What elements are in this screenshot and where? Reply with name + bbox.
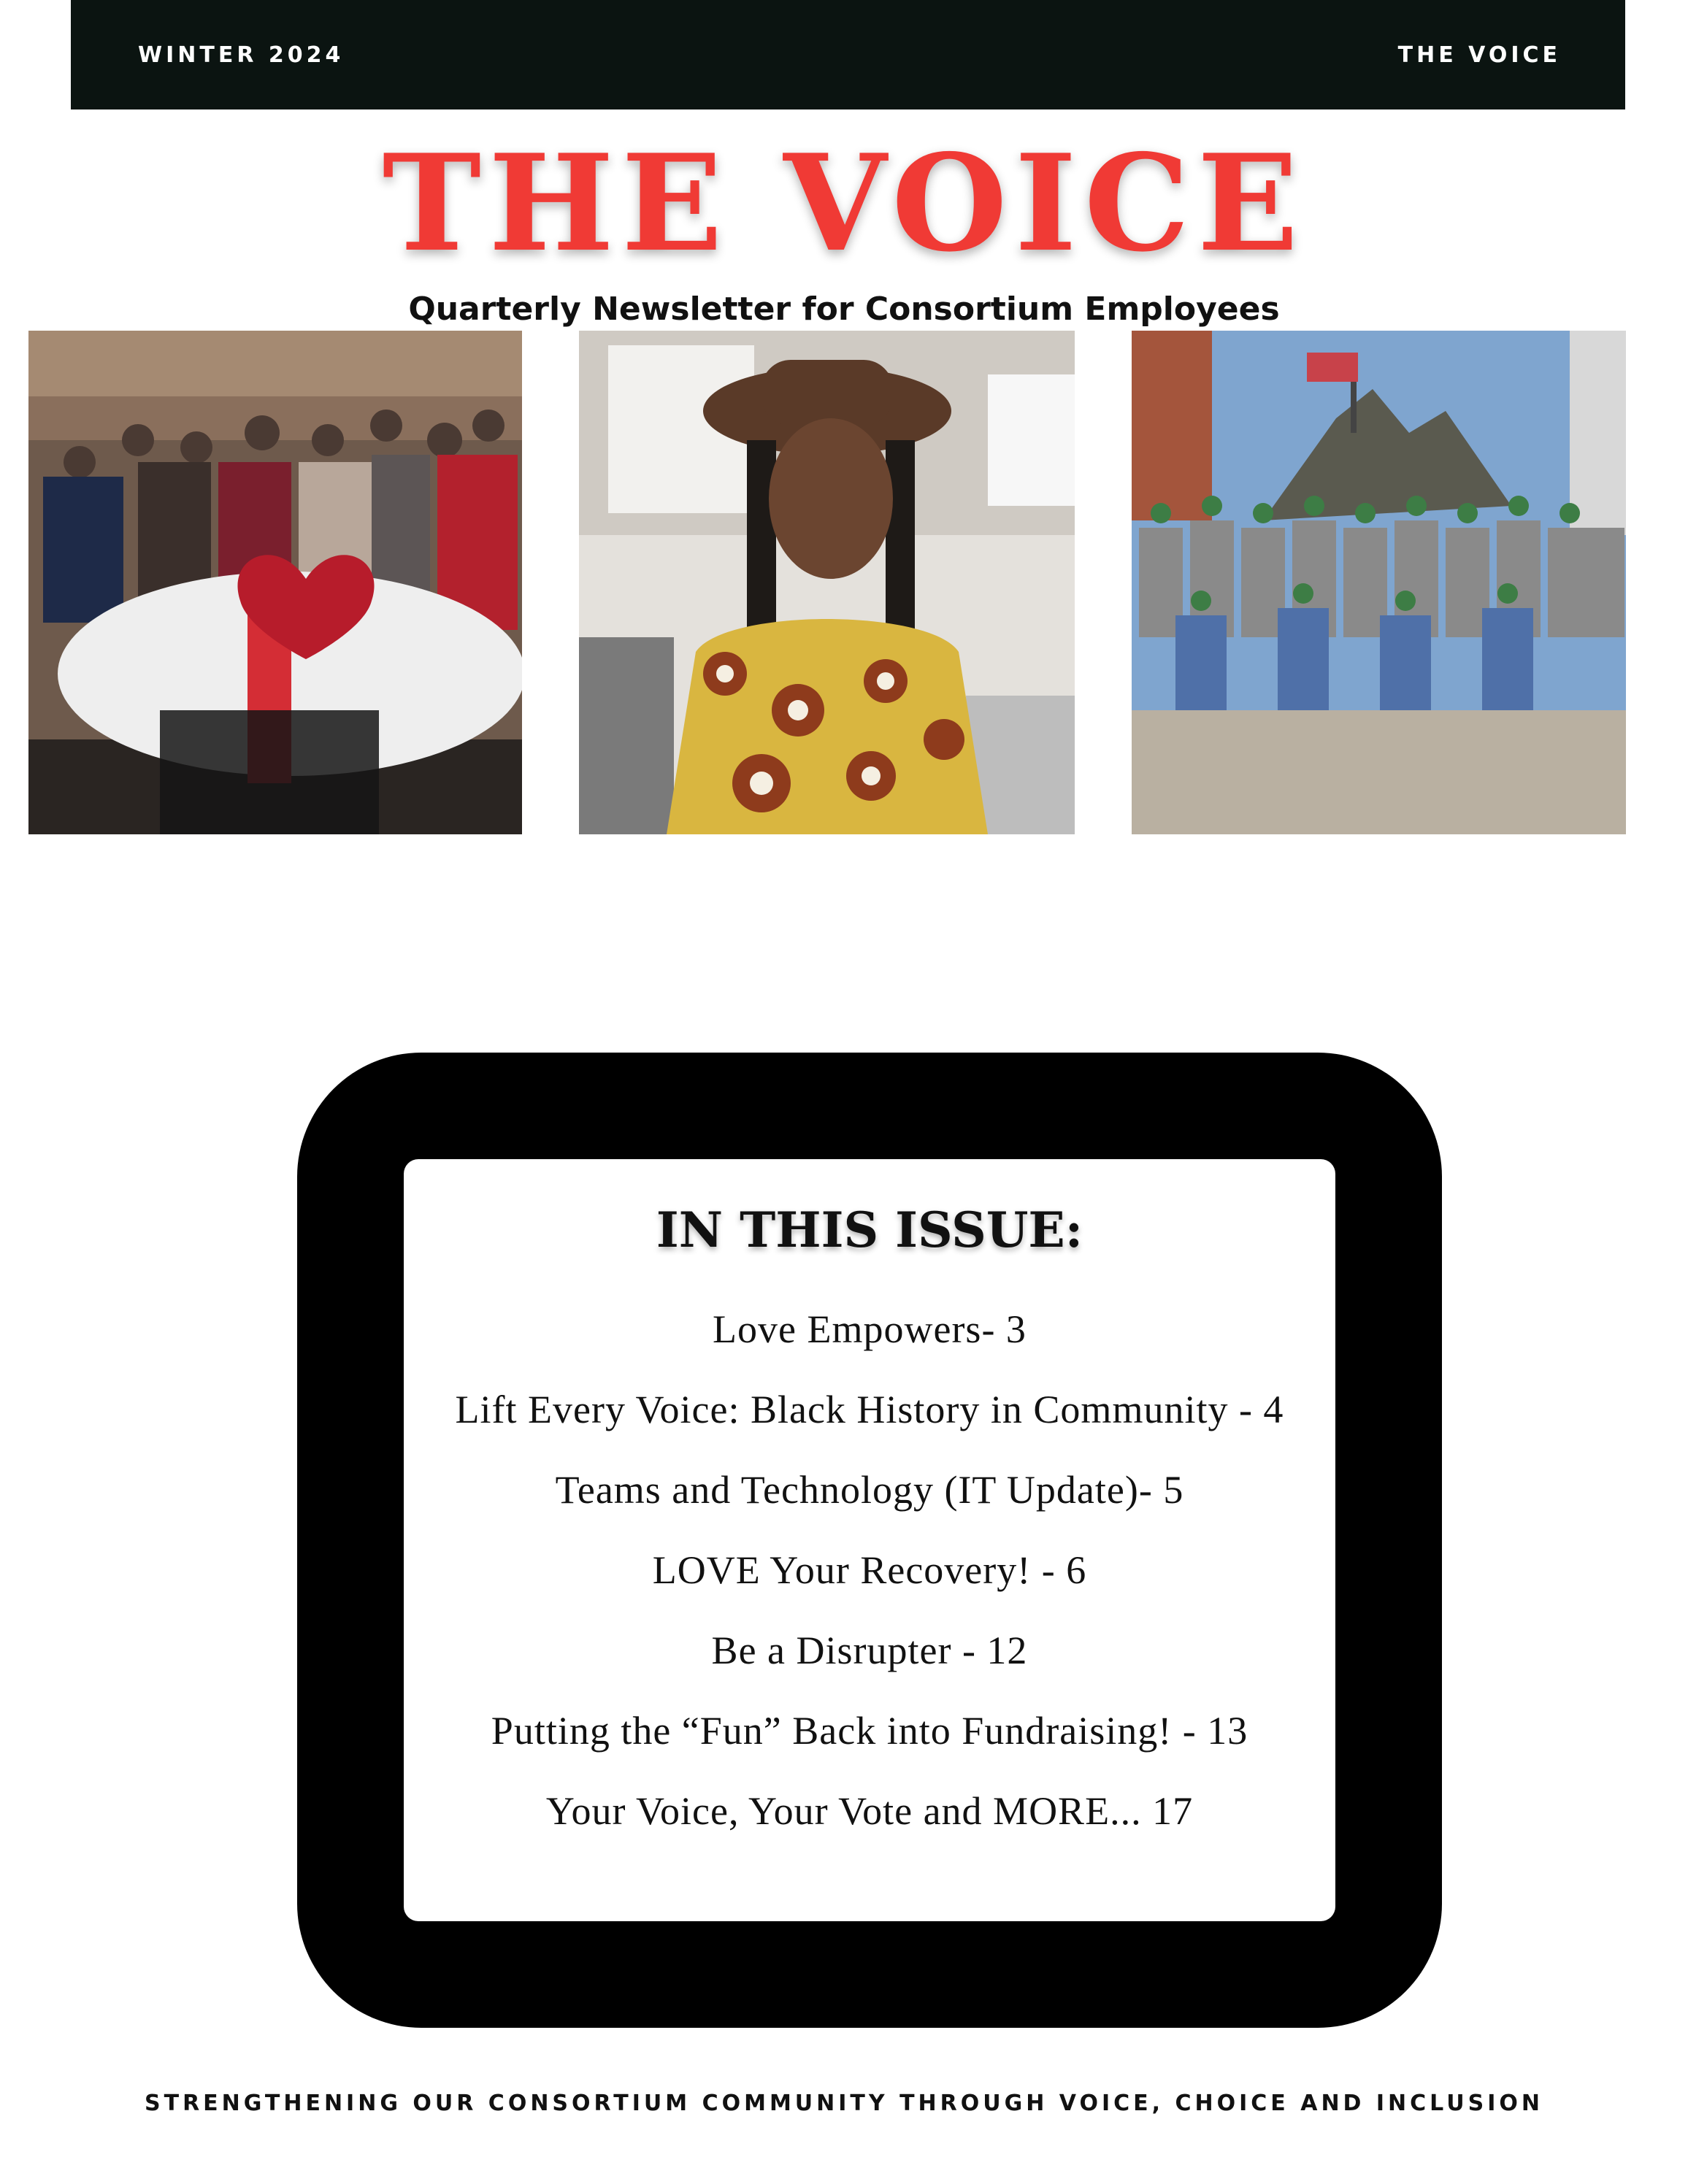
toc-item: Be a Disrupter - 12 — [711, 1629, 1028, 1672]
toc-item: Putting the “Fun” Back into Fundraising! - 13 — [491, 1709, 1248, 1753]
table-of-contents-frame — [297, 1053, 1442, 2028]
toc-item: Love Empowers- 3 — [713, 1307, 1027, 1351]
table-of-contents — [404, 1159, 1335, 1921]
toc-heading: IN THIS ISSUE: — [656, 1201, 1083, 1258]
publication-name: THE VOICE — [1397, 42, 1561, 68]
newsletter-subtitle: Quarterly Newsletter for Consortium Employees — [408, 291, 1280, 328]
toc-item: Your Voice, Your Vote and MORE... 17 — [545, 1789, 1194, 1833]
toc-item: Teams and Technology (IT Update)- 5 — [555, 1468, 1184, 1512]
toc-item: Lift Every Voice: Black History in Community - 4 — [455, 1388, 1284, 1431]
newsletter-title: THE VOICE — [382, 125, 1306, 281]
toc-item: LOVE Your Recovery! - 6 — [652, 1548, 1087, 1592]
group-dinner-photo — [28, 331, 522, 834]
issue-season: WINTER 2024 — [138, 42, 345, 68]
group-mural-photo — [1132, 331, 1626, 834]
speaker-portrait-photo — [579, 331, 1075, 834]
footer-tagline: STRENGTHENING OUR CONSORTIUM COMMUNITY THROUGH VOICE, CHOICE AND INCLUSION — [145, 2091, 1543, 2116]
top-bar — [71, 0, 1625, 109]
toc-list — [404, 1289, 1335, 1851]
